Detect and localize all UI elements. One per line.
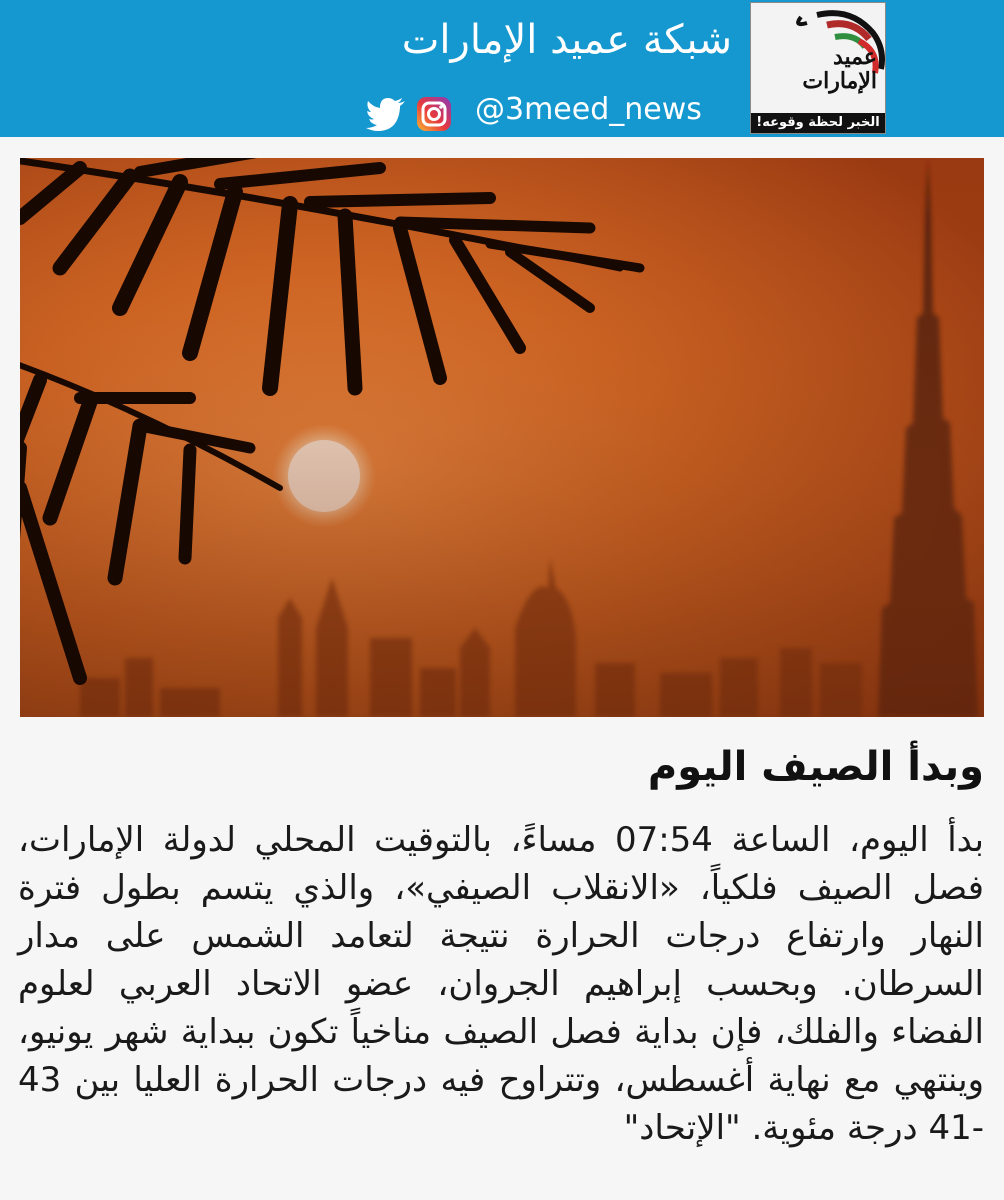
twitter-icon[interactable] [366,97,406,131]
article-photo [20,158,984,717]
social-handle[interactable]: @3meed_news [475,92,702,127]
article-body: بدأ اليوم، الساعة 07:54 مساءً، بالتوقيت المحلي لدولة الإمارات، فصل الصيف فلكياً، «الانقلاب الصيفي»، والذي يتسم بطول فترة النهار وارتفاع درجات الحرارة نتيجة لتعامد الشمس على مدار السرطان. وبحسب إبراهيم الجروان، عضو الاتحاد العربي لعلوم الفضاء والفلك، فإن بداية فصل الصيف مناخياً تكون ببداية شهر يونيو، وينتهي مع نهاية أغسطس، وتتراوح فيه درجات الحرارة العليا بين 43 -41 درجة مئوية. "الإتحاد" [18,820,984,1148]
logo-tagline: الخبر لحظة وقوعه! [751,113,885,133]
header-bar [0,0,1004,137]
logo-text: عميد الإمارات [802,44,877,94]
site-title: شبكة عميد الإمارات [401,17,732,63]
site-logo[interactable] [750,2,886,134]
article-headline: وبدأ الصيف اليوم [647,744,984,790]
instagram-icon[interactable] [416,96,452,132]
